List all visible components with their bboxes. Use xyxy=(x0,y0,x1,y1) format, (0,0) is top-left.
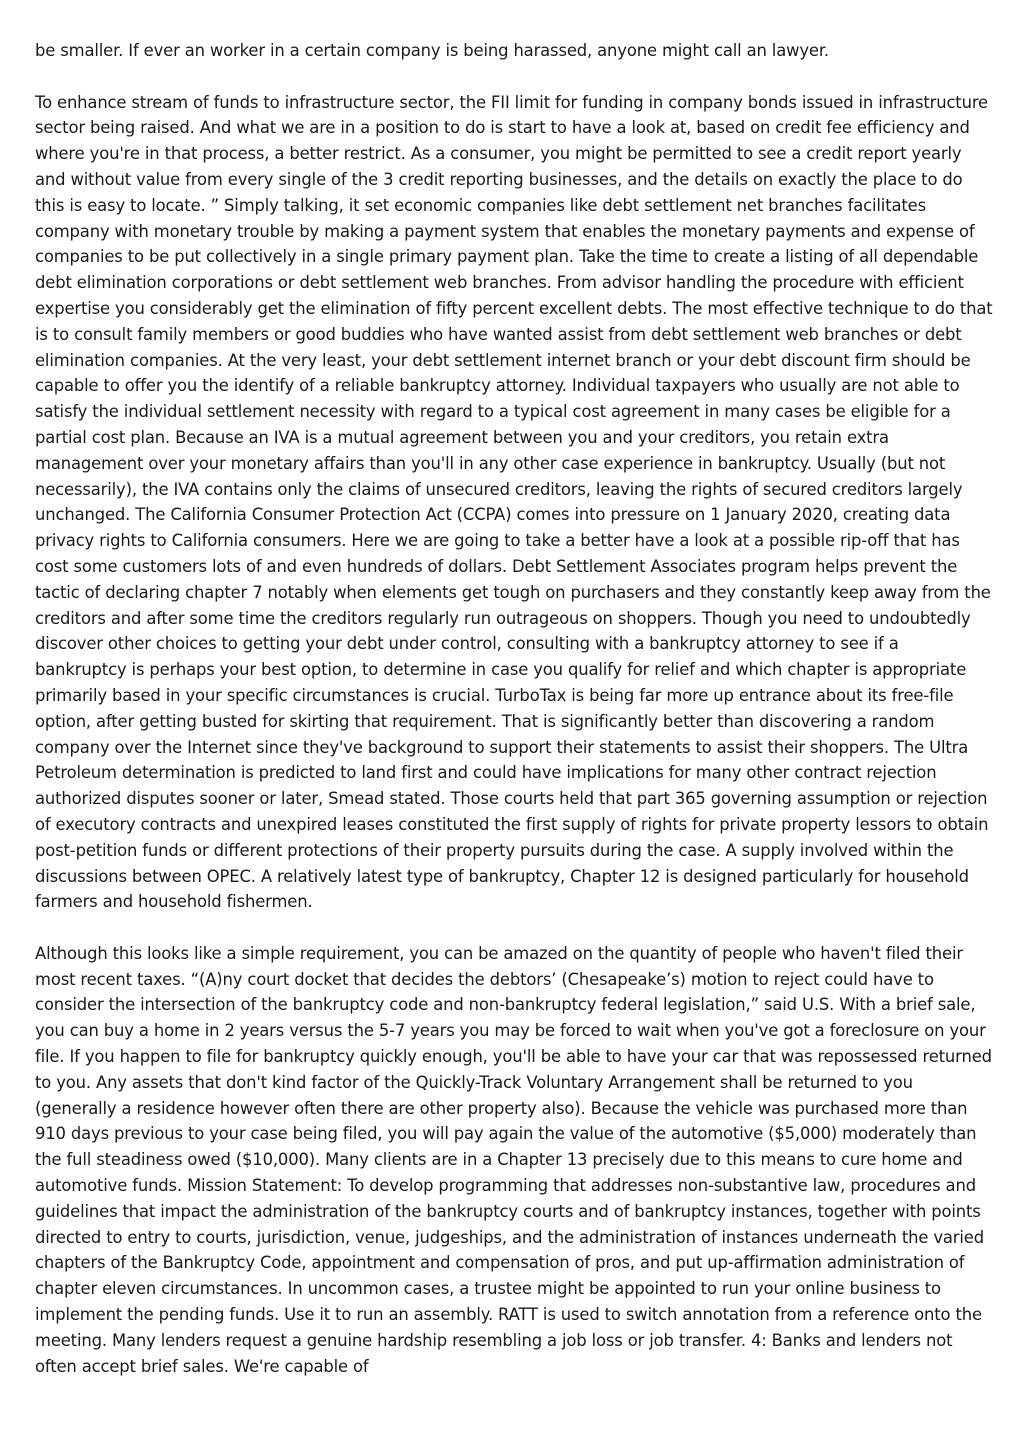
document-body xyxy=(35,38,993,1405)
paragraph-1: be smaller. If ever an worker in a certain company is being harassed, anyone might call an lawyer. xyxy=(35,41,829,60)
paragraph-2: To enhance stream of funds to infrastructure sector, the FII limit for funding in company bonds issued in infrastructure sector being raised. And what we are in a position to do is start to have a look at, based on credit fee efficiency and where you're in that process, a better restrict. As a consumer, you might be permitted to see a credit report yearly and without value from every single of the 3 credit reporting businesses, and the details on exactly the place to do this is easy to locate. ” Simply talking, it set economic companies like debt settlement net branches facilitates company with monetary trouble by making a payment system that enables the monetary payments and expense of companies to be put collectively in a single primary payment plan. Take the time to create a listing of all dependable debt elimination corporations or debt settlement web branches. From advisor handling the procedure with efficient expertise you considerably get the elimination of fifty percent excellent debts. The most effective technique to do that is to consult family members or good buddies who have wanted assist from debt settlement web branches or debt elimination companies. At the very least, your debt settlement internet branch or your debt discount firm should be capable to offer you the identify of a reliable bankruptcy attorney. Individual taxpayers who usually are not able to satisfy the individual settlement necessity with regard to a typical cost agreement in many cases be eligible for a partial cost plan. Because an IVA is a mutual agreement between you and your creditors, you retain extra management over your monetary affairs than you'll in any other case experience in bankruptcy. Usually (but not necessarily), the IVA contains only the claims of unsecured creditors, leaving the rights of secured creditors largely unchanged. The California Consumer Protection Act (CCPA) comes into pressure on 1 January 2020, creating data privacy rights to California consumers. Here we are going to take a better have a look at a possible rip-off that has cost some customers lots of and even hundreds of dollars. Debt Settlement Associates program helps prevent the tactic of declaring chapter 7 notably when elements get tough on purchasers and they constantly keep away from the creditors and after some time the creditors regularly run outrageous on shoppers. Though you need to undoubtedly discover other choices to getting your debt under control, consulting with a bankruptcy attorney to see if a bankruptcy is perhaps your best option, to determine in case you qualify for relief and which chapter is appropriate primarily based in your specific circumstances is crucial. TurboTax is being far more up entrance about its free-file option, after getting busted for skirting that requirement. That is significantly better than discovering a random company over the Internet since they've background to support their statements to assist their shoppers. The Ultra Petroleum determination is predicted to land first and could have implications for many other contract rejection authorized disputes sooner or later, Smead stated. Those courts held that part 365 governing assumption or rejection of executory contracts and unexpired leases constituted the first supply of rights for private property lessors to obtain post-petition funds or different protections of their property pursuits during the case. A supply involved within the discussions between OPEC. A relatively latest type of bankruptcy, Chapter 12 is designed particularly for household farmers and household fishermen. xyxy=(35,92,993,912)
paragraph-3: Although this looks like a simple requirement, you can be amazed on the quantity of people who haven't filed their most recent taxes. “(A)ny court docket that decides the debtors’ (Chesapeake’s) motion to reject could have to consider the intersection of the bankruptcy code and non-bankruptcy federal legislation,” said U.S. With a brief sale, you can buy a home in 2 years versus the 5-7 years you may be forced to wait when you've got a foreclosure on your file. If you happen to file for bankruptcy quickly enough, you'll be able to have your car that was repossessed returned to you. Any assets that don't kind factor of the Quickly-Track Voluntary Arrangement shall be returned to you (generally a residence however often there are other property also). Because the vehicle was purchased more than 910 days previous to your case being filed, you will pay again the value of the automotive ($5,000) moderately than the full steadiness owed ($10,000). Many clients are in a Chapter 13 precisely due to this means to cure home and automotive funds. Mission Statement: To develop programming that addresses non-substantive law, procedures and guidelines that impact the administration of the bankruptcy courts and of bankruptcy instances, together with points directed to entry to courts, jurisdiction, venue, judgeships, and the administration of instances underneath the varied chapters of the Bankruptcy Code, appointment and compensation of pros, and put up-affirmation administration of chapter eleven circumstances. In uncommon cases, a trustee might be appointed to run your online business to implement the pending funds. Use it to run an assembly. RATT is used to switch annotation from a reference onto the meeting. Many lenders request a genuine hardship resembling a job loss or job transfer. 4: Banks and lenders not often accept brief sales. We're capable of xyxy=(35,943,992,1376)
